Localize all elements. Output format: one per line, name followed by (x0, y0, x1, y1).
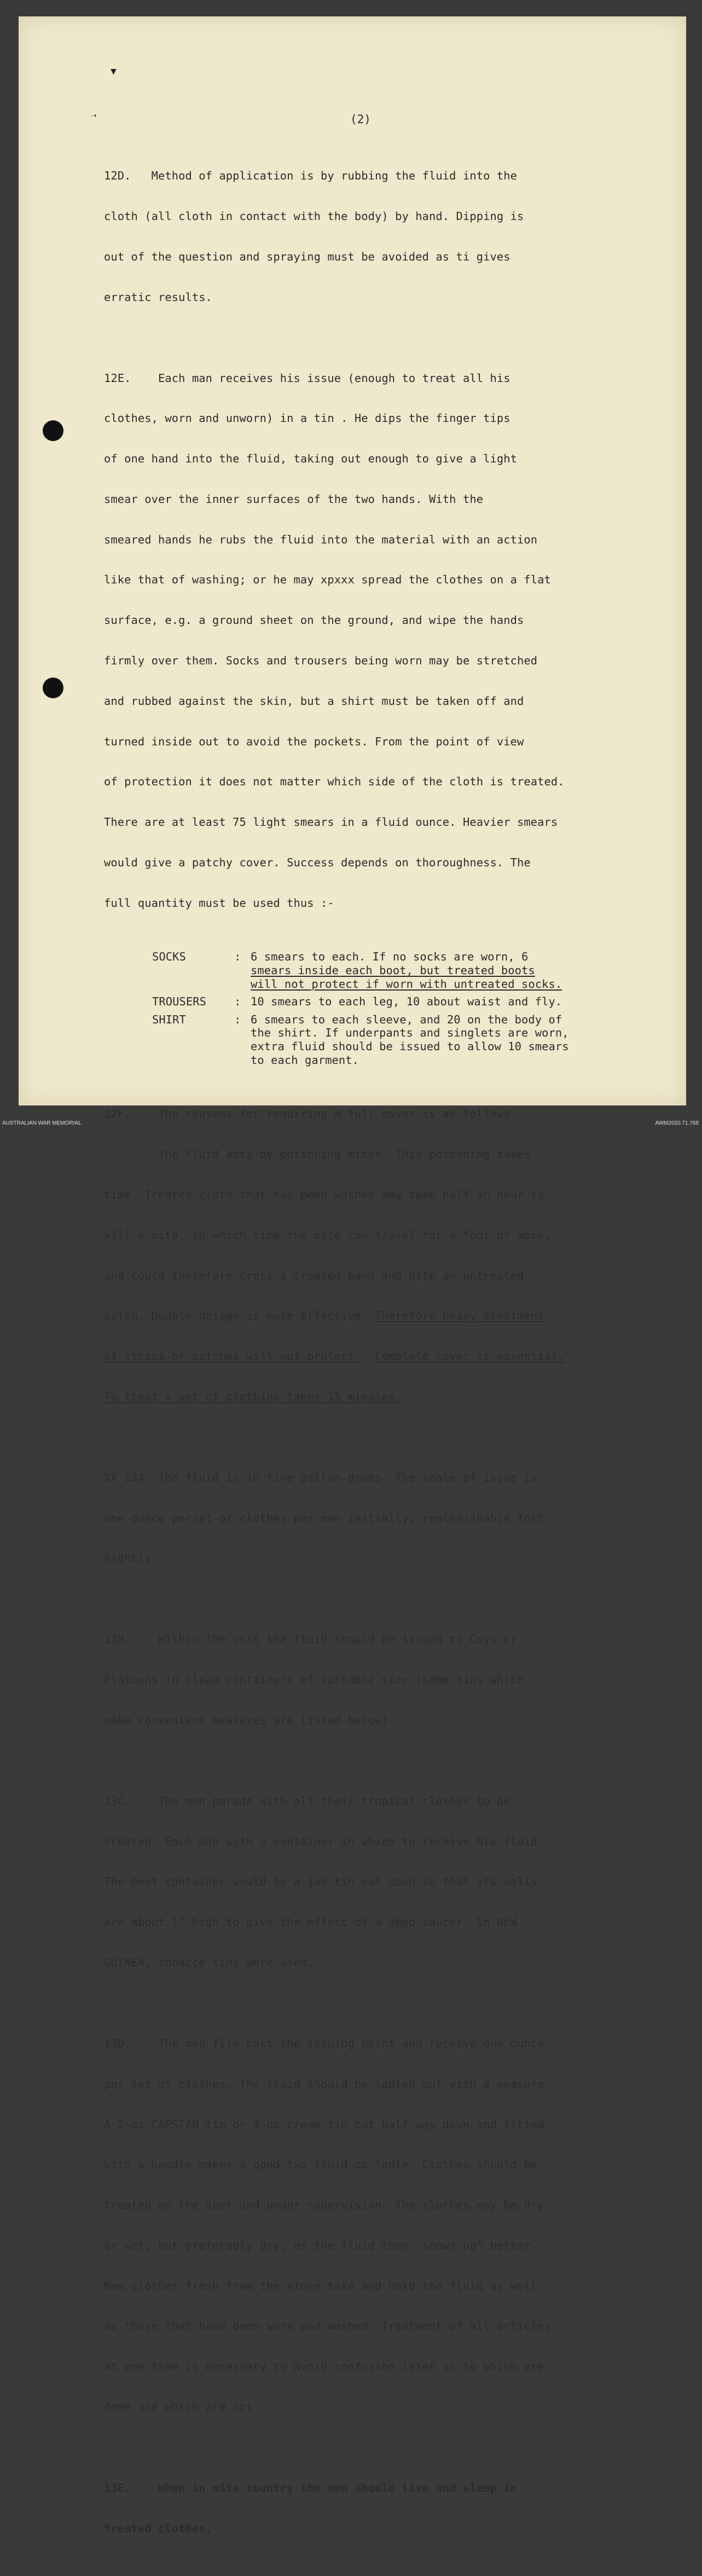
text-line: treated on the spot and under supervision. The clothes may be dry, (104, 2198, 551, 2212)
text-line: 10 smears to each leg, 10 about waist and fly. (251, 995, 562, 1009)
text-line: of protection it does not matter which side of the cloth is treated. (104, 775, 565, 789)
text-line: 6 smears to each sleeve, and 20 on the body of (251, 1012, 562, 1026)
ink-mark-icon: ▼ (111, 66, 117, 77)
treatment-row-trousers (152, 995, 673, 1009)
text-line: smear over the inner surfaces of the two hands. With the (104, 492, 484, 506)
text-line: kill a mite, in which time the mite can travel for a foot or more, (104, 1228, 551, 1242)
punch-hole-bottom (43, 678, 63, 698)
text-line: clothes, worn and unworn) in a tin . He dips the finger tips (104, 412, 510, 425)
text-line: like that of washing; or he may xpxxx spread the clothes on a flat (104, 573, 551, 587)
text-line: out of the question and spraying must be avoided as ti gives (104, 250, 510, 263)
text-line: A 2-oz CAPSTAN tin or 4-oz cream tin cut half way down and fitted (104, 2117, 544, 2131)
text-line: Platoons in clean containers of suitable size (some tins which (104, 1673, 524, 1687)
treatment-label: SHIRT (152, 1012, 186, 1026)
underlined-text: Complete cover is essential. (375, 1350, 565, 1363)
underlined-text: Therefore heavy treatment (375, 1309, 544, 1323)
paragraph-13c (104, 1768, 673, 1996)
text-line: treated clothes. (104, 2521, 213, 2535)
text-line (104, 1350, 673, 1363)
text-line: extra fluid should be issued to allow 10 smears (251, 1040, 569, 1053)
footer-right: AWM2020.71.768 (655, 1120, 699, 1126)
colon: : (234, 995, 241, 1009)
text-line: 6 smears to each. If no socks are worn, 6 (251, 950, 529, 964)
text-line: and could therefore cross a treated band and bite an untreated (104, 1269, 524, 1282)
text-line: as those that have been worn and washed. Treatment of all articles (104, 2319, 551, 2333)
text-line: 12E. Each man receives his issue (enough to treat all his (104, 371, 510, 385)
treatment-label: TROUSERS (152, 995, 207, 1009)
text-line: 13B. Within the unit the fluid should be issued to Coys or (104, 1633, 517, 1646)
pin-mark-icon: ➝ (91, 111, 97, 122)
text-line: There are at least 75 light smears in a fluid ounce. Heavier smears (104, 815, 558, 829)
paragraph-13d (104, 2010, 673, 2441)
treatment-row-shirt (152, 1013, 673, 1067)
text-line: the shirt. If underpants and singlets are worn, (251, 1026, 569, 1040)
text-line: per set of clothes. The fluid should be ladled out with a measure. (104, 2077, 551, 2091)
text-line: and rubbed against the skin, but a shirt must be taken off and (104, 694, 524, 708)
treatment-text (251, 1013, 673, 1067)
text-line: treated. Each man with a container in which to receive his fluid. (104, 1834, 544, 1848)
text-line: XX 13A. The fluid is in five gallon drums. The scale of issue is (104, 1471, 538, 1484)
text-line: full quantity must be used thus :- (104, 896, 334, 910)
text-line: 12F. The reasons for requiring a full cover is as follows. (104, 1107, 517, 1121)
footer-left: AUSTRALIAN WAR MEMORIAL (2, 1120, 82, 1126)
text-line: 13D. The men file past the issuing point and receive one ounce (104, 2036, 544, 2050)
text-line: New clothes fresh from the store take and hold the fluid as well (104, 2279, 538, 2293)
text-line: turned inside out to avoid the pockets. From the point of view (104, 734, 524, 748)
text-segment: patch. Double dosage is more effective. (104, 1309, 368, 1323)
text-line: at one time is necessary to avoid confusion later as to which are (104, 2360, 544, 2374)
text-line: would give a patchy cover. Success depends on thoroughness. The (104, 855, 531, 869)
text-line: nightly. (104, 1552, 159, 1565)
treatment-label: SOCKS (152, 950, 186, 964)
text-line: done and which are not. (104, 2400, 260, 2413)
underlined-line: smears inside each boot, but treated boots (251, 964, 535, 977)
text-line: firmly over them. Socks and trousers being worn may be stretched (104, 653, 538, 667)
text-line: are about 1" high to give the effect of a deep saucer. In NEW (104, 1915, 517, 1929)
text-line: cloth (all cloth in contact with the body) by hand. Dipping is (104, 209, 524, 223)
treatment-table (152, 950, 673, 1067)
paragraph-12d (104, 142, 673, 331)
colon: : (234, 950, 241, 964)
document-body (104, 142, 673, 2576)
text-line (104, 1309, 673, 1323)
text-line: with a handle makes a good two fluid oz ladle. Clothes should be (104, 2158, 538, 2172)
colon: : (234, 1012, 241, 1026)
text-line: one ounce perset of clothes per man initially, replenishable fort- (104, 1511, 551, 1525)
text-line: of one hand into the fluid, taking out enough to give a light (104, 452, 517, 466)
paragraph-12e (104, 344, 673, 936)
text-line: time. Treated cloth that has been washed may take half an hour to (104, 1188, 544, 1201)
paragraph-13e (104, 2455, 673, 2562)
text-line: surface, e.g. a ground sheet on the ground, and wipe the hands (104, 613, 524, 627)
text-line: 12D. Method of application is by rubbing the fluid into the (104, 169, 517, 183)
text-line: make convenient measures are listed below). (104, 1713, 396, 1727)
text-line: erratic results. (104, 290, 213, 304)
text-line: The fluid acts by poisoning mites. This poisoning takes (104, 1148, 531, 1161)
paragraph-13a (104, 1444, 673, 1593)
text-line: The best container would be a jam tin cut down so that its walls (104, 1875, 538, 1889)
text-line: GUINEA, tobacco tins were used. (104, 1956, 314, 1969)
text-line: smeared hands he rubs the fluid into the material with an action (104, 532, 538, 546)
page-number: (2) (350, 113, 371, 126)
text-line: to each garment. (251, 1053, 359, 1067)
text-line: or wet, but preferably dry, as the fluid then "shows up" better. (104, 2238, 538, 2252)
text-line: 13E. When in mite country the men should live and sleep in (104, 2481, 517, 2494)
underlined-line: will not protect if worn with untreated socks. (251, 977, 562, 991)
treatment-text (251, 950, 673, 991)
underlined-line: To treat a set of clothing takes 15 minutes. (104, 1390, 402, 1403)
paragraph-12f (104, 1080, 673, 1430)
text-line: 13C. The men parade with all their tropical clothes to be (104, 1794, 510, 1808)
underlined-text: of strips or patches will not protect. (104, 1350, 362, 1363)
treatment-text (251, 995, 673, 1009)
treatment-row-socks (152, 950, 673, 991)
paragraph-13b (104, 1606, 673, 1754)
punch-hole-top (43, 420, 63, 441)
